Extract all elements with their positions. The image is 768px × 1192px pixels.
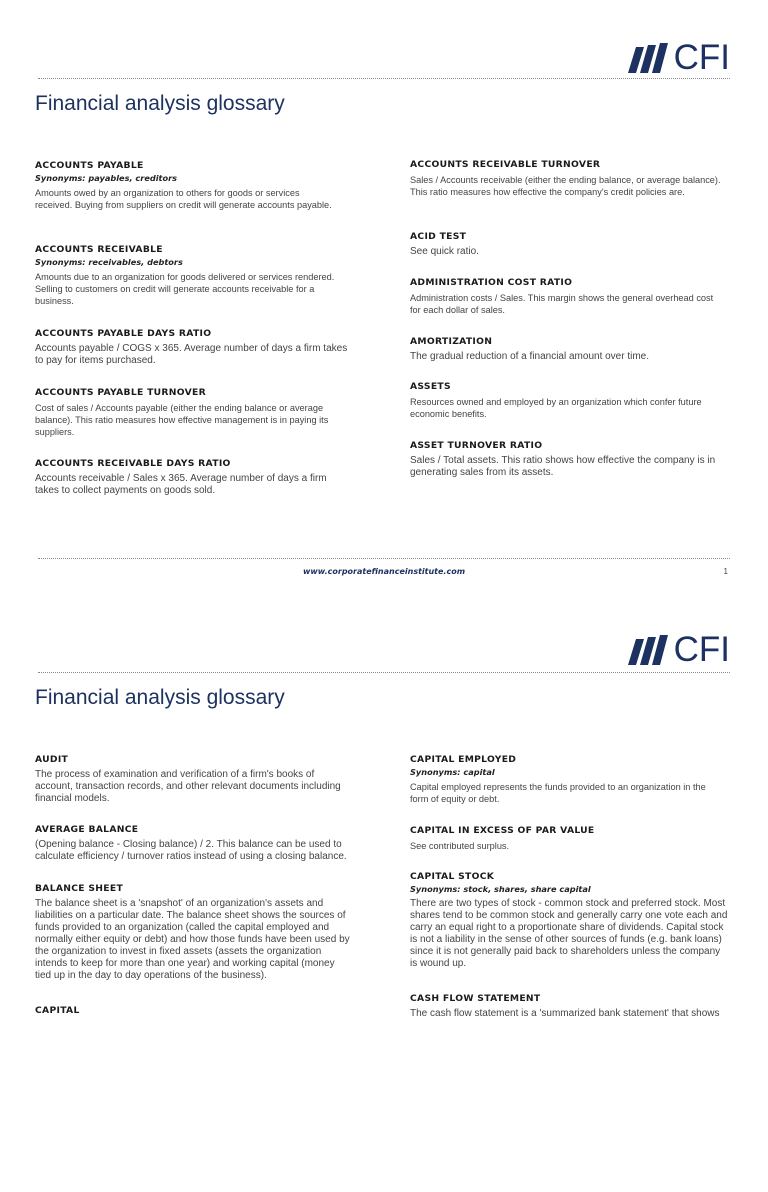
- glossary-entry: [35, 754, 349, 805]
- term: CAPITAL IN EXCESS OF PAR VALUE: [410, 825, 595, 836]
- definition: Administration costs / Sales. This margin shows the general overhead cost for each dollar of sales.: [410, 293, 714, 315]
- page-title: Financial analysis glossary: [35, 92, 285, 115]
- definition: The gradual reduction of a financial amount over time.: [410, 351, 650, 362]
- glossary-entry: [410, 440, 726, 479]
- term: AUDIT: [35, 754, 69, 765]
- synonyms: Synonyms: payables, creditors: [35, 173, 177, 183]
- glossary-entry: [410, 754, 726, 805]
- glossary-entry: [410, 993, 726, 1020]
- term: ACCOUNTS PAYABLE DAYS RATIO: [35, 328, 212, 339]
- page-number: 1: [723, 567, 728, 576]
- term: CAPITAL STOCK: [410, 871, 495, 882]
- glossary-entry: [410, 825, 726, 852]
- definition: (Opening balance - Closing balance) / 2. This balance can be used to calculate efficiency / turnover ratios instead of using a closing balance.: [35, 839, 347, 862]
- glossary-entry: [410, 159, 726, 198]
- definition: The balance sheet is a 'snapshot' of an organization's assets and liabilities on a particular date. The balance sheet shows the sources of funds provided to an organization (called the capital employed and normally either equity or debt) and how those funds have been used by the organization to invest in fixed assets (assets the organization intends to keep for more than one year) and working capital (money tied up in the day to day operations of the business).: [35, 898, 350, 981]
- cfi-logo: [624, 632, 730, 667]
- glossary-entry: [35, 824, 349, 863]
- term: CAPITAL EMPLOYED: [410, 754, 517, 765]
- glossary-entry: [410, 277, 720, 316]
- glossary-entry: [35, 160, 335, 211]
- cfi-stripes-icon: [624, 635, 670, 665]
- definition: See contributed surplus.: [410, 841, 510, 851]
- glossary-entry: [35, 244, 335, 307]
- glossary-entry: [35, 883, 353, 982]
- cfi-logo: [624, 40, 730, 75]
- term: CASH FLOW STATEMENT: [410, 993, 541, 1004]
- term: ACCOUNTS PAYABLE: [35, 160, 144, 171]
- term: ASSET TURNOVER RATIO: [410, 440, 543, 451]
- glossary-entry: [410, 336, 726, 363]
- synonyms: Synonyms: receivables, debtors: [35, 257, 183, 267]
- logo-text: CFI: [673, 630, 730, 669]
- glossary-entry: [35, 458, 347, 497]
- glossary-entry: [410, 381, 726, 420]
- term: BALANCE SHEET: [35, 883, 124, 894]
- definition: Cost of sales / Accounts payable (either the ending balance or average balance). This ratio measures how effective management is in paying its suppliers.: [35, 403, 329, 437]
- glossary-entry: [410, 231, 726, 258]
- term: ACCOUNTS RECEIVABLE TURNOVER: [410, 159, 601, 170]
- definition: See quick ratio.: [410, 246, 479, 257]
- footer-url[interactable]: www.corporatefinanceinstitute.com: [302, 567, 466, 576]
- term: CAPITAL: [35, 1005, 80, 1016]
- header-rule: [38, 672, 730, 673]
- definition: There are two types of stock - common stock and preferred stock. Most shares tend to be common stock and generally carry one vote each and carry an equal right to a proportionate share of dividends. Capital stock is not a liability in the sense of other sources of funds (e.g. bank loans) since it is not generally paid back to shareholders unless the company is wound up.: [410, 898, 728, 969]
- logo-text: CFI: [673, 38, 730, 77]
- glossary-entry: [35, 387, 347, 438]
- header-rule: [38, 78, 730, 79]
- term: ASSETS: [410, 381, 451, 392]
- page-title: Financial analysis glossary: [35, 686, 285, 709]
- definition: Accounts receivable / Sales x 365. Average number of days a firm takes to collect payments on goods sold.: [35, 473, 327, 496]
- definition: Capital employed represents the funds provided to an organization in the form of equity or debt.: [410, 782, 706, 804]
- glossary-entry: [410, 871, 728, 970]
- glossary-entry: [35, 328, 353, 367]
- definition: Resources owned and employed by an organization which confer future economic benefits.: [410, 397, 702, 419]
- definition: The process of examination and verification of a firm's books of account, transaction records, and other relevant documents including financial models.: [35, 769, 341, 804]
- page-2: [0, 596, 768, 1192]
- term: ACCOUNTS RECEIVABLE DAYS RATIO: [35, 458, 231, 469]
- footer-rule: [38, 558, 730, 559]
- glossary-entry: [35, 1005, 349, 1017]
- cfi-stripes-icon: [624, 43, 670, 73]
- definition: Accounts payable / COGS x 365. Average number of days a firm takes to pay for items purchased.: [35, 343, 348, 366]
- term: ACCOUNTS PAYABLE TURNOVER: [35, 387, 206, 398]
- definition: Sales / Total assets. This ratio shows how effective the company is in generating sales from its assets.: [410, 455, 716, 478]
- definition: Amounts due to an organization for goods delivered or services rendered. Selling to customers on credit will generate accounts receivable for a business.: [35, 272, 335, 306]
- term: ACCOUNTS RECEIVABLE: [35, 244, 163, 255]
- term: AVERAGE BALANCE: [35, 824, 139, 835]
- term: ADMINISTRATION COST RATIO: [410, 277, 573, 288]
- definition: Sales / Accounts receivable (either the ending balance, or average balance). This ratio measures how effective the company's credit policies are.: [410, 175, 721, 197]
- definition: The cash flow statement is a 'summarized bank statement' that shows: [410, 1008, 720, 1019]
- definition: Amounts owed by an organization to others for goods or services received. Buying from suppliers on credit will generate accounts payable.: [35, 188, 332, 210]
- synonyms: Synonyms: stock, shares, share capital: [410, 884, 591, 894]
- synonyms: Synonyms: capital: [410, 767, 495, 777]
- term: ACID TEST: [410, 231, 467, 242]
- term: AMORTIZATION: [410, 336, 493, 347]
